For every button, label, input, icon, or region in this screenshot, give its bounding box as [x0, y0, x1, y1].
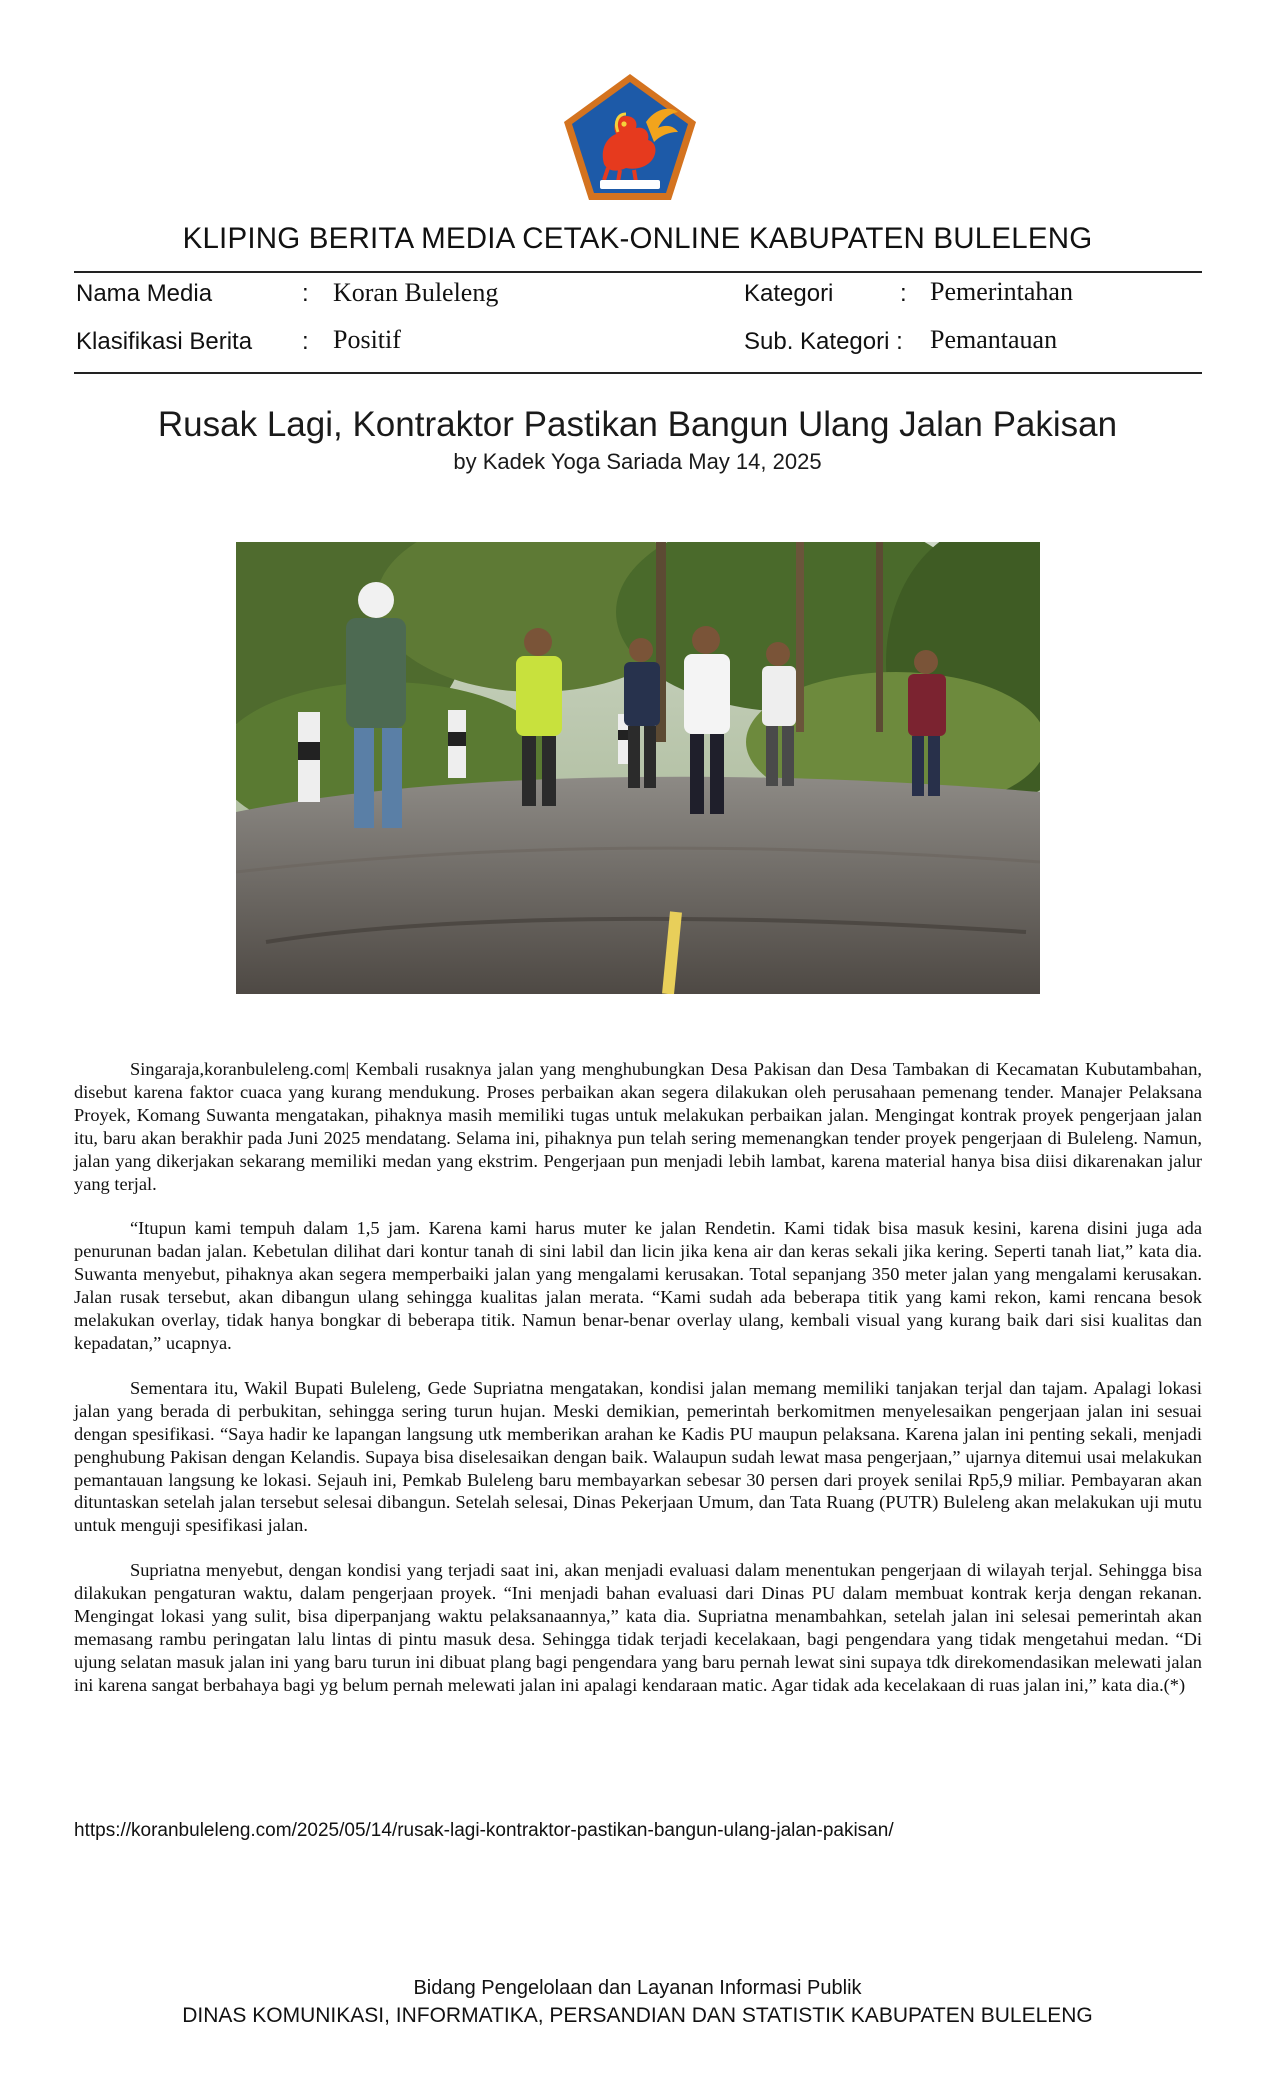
article-headline: Rusak Lagi, Kontraktor Pastikan Bangun Ulang Jalan Pakisan [157, 405, 1118, 444]
kategori-colon: : [900, 280, 907, 307]
subkategori-value: Pemantauan [930, 325, 1058, 354]
header-bottom-rule [74, 372, 1202, 374]
clipping-title: KLIPING BERITA MEDIA CETAK-ONLINE KABUPATEN BULELENG [182, 222, 1093, 255]
source-link[interactable]: https://koranbuleleng.com/2025/05/14/rusak-lagi-kontraktor-pastikan-bangun-ulang-jalan-pakisan/ [74, 1820, 894, 1841]
buleleng-singa-ambara-raja-emblem-icon [560, 72, 700, 204]
article-body [74, 1058, 1202, 1719]
kategori-label: Kategori [744, 280, 834, 307]
footer-department: Bidang Pengelolaan dan Layanan Informasi Publik [413, 1977, 862, 1999]
klasifikasi-value: Positif [333, 325, 401, 354]
klasifikasi-label: Klasifikasi Berita [76, 328, 253, 355]
media-label: Nama Media [76, 280, 213, 307]
article-byline: by Kadek Yoga Sariada May 14, 2025 [453, 449, 822, 474]
kategori-value: Pemerintahan [930, 277, 1073, 306]
article-photo [236, 542, 1040, 994]
buleleng-emblem-logo [560, 72, 700, 204]
media-value: Koran Buleleng [333, 278, 499, 307]
header-top-rule [74, 271, 1202, 273]
media-colon: : [302, 280, 309, 307]
article-paragraph: Sementara itu, Wakil Bupati Buleleng, Gede Supriatna mengatakan, kondisi jalan memang memiliki tanjakan terjal dan tajam. Apalagi lokasi jalan yang berada di perbukitan, sehingga sering turun hujan. Meski demikian, pemerintah berkomitmen menyelesaikan pengerjaan jalan ini sesuai dengan spesifikasi. “Saya hadir ke lapangan langsung utk memberikan arahan ke Kadis PU maupun pelaksana. Karena jalan ini penting sekali, menjadi penghubung Pakisan dengan Kelandis. Supaya bisa diselesaikan dengan baik. Walaupun sudah lewat masa pengerjaan,” ujarnya ditemui usai melakukan pemantauan langsung ke lokasi. Sejauh ini, Pemkab Buleleng baru membayarkan sebesar 30 persen dari proyek senilai Rp5,9 miliar. Pembayaran akan dituntaskan setelah jalan tersebut selesai dibangun. Setelah selesai, Dinas Pekerjaan Umum, dan Tata Ruang (PUTR) Buleleng akan melakukan uji mutu untuk menguji spesifikasi jalan. [74, 1377, 1202, 1536]
article-paragraph: Supriatna menyebut, dengan kondisi yang terjadi saat ini, akan menjadi evaluasi dalam menentukan pengerjaan di wilayah terjal. Sehingga bisa dilakukan pengaturan waktu, dalam pengerjaan proyek. “Ini menjadi bahan evaluasi dari Dinas PU dalam membuat kontrak kerja dengan rekanan. Mengingat lokasi yang sulit, bisa diperpanjang waktu pelaksanaannya,” kata dia. Supriatna menambahkan, setelah jalan ini selesai pemerintah akan memasang rambu peringatan lalu lintas di pintu masuk desa. Sehingga tidak terjadi kecelakaan, bagi pengendara yang tidak mengetahui medan. “Di ujung selatan masuk jalan ini yang baru turun ini dibuat plang bagi pengendara yang baru pernah lewat sini supaya tdk direkomendasikan melewati jalan ini karena sangat berbahaya bagi yg belum pernah melewati jalan ini apalagi kendaraan matic. Agar tidak ada kecelakaan di ruas jalan ini,” kata dia.(*) [74, 1560, 1202, 1695]
article-paragraph: Singaraja,koranbuleleng.com| Kembali rusaknya jalan yang menghubungkan Desa Pakisan dan Desa Tambakan di Kecamatan Kubutambahan, disebut karena faktor cuaca yang kurang mendukung. Proses perbaikan akan segera dilakukan oleh perusahaan pemenang tender. Manajer Pelaksana Proyek, Komang Suwanta mengatakan, pihaknya masih memiliki tugas untuk melakukan perbaikan jalan. Mengingat kontrak proyek pengerjaan jalan itu, baru akan berakhir pada Juni 2025 mendatang. Selama ini, pihaknya pun telah sering memenangkan tender proyek pengerjaan di Buleleng. Namun, jalan yang dikerjakan sekarang memiliki medan yang ekstrim. Pengerjaan pun menjadi lebih lambat, karena material hanya bisa diisi dikarenakan jalur yang terjal. [74, 1059, 1202, 1194]
subkategori-label: Sub. Kategori : [744, 328, 903, 355]
road-inspection-photo [236, 542, 1040, 994]
klasifikasi-colon: : [302, 328, 309, 355]
footer-agency: DINAS KOMUNIKASI, INFORMATIKA, PERSANDIAN DAN STATISTIK KABUPATEN BULELENG [182, 2004, 1093, 2027]
article-paragraph: “Itupun kami tempuh dalam 1,5 jam. Karena kami harus muter ke jalan Rendetin. Kami tidak bisa masuk kesini, karena disini juga ada penurunan badan jalan. Kebetulan dilihat dari kontur tanah di sini labil dan licin jika kena air dan keras sekali jika kering. Seperti tanah liat,” kata dia. Suwanta menyebut, pihaknya akan segera memperbaiki jalan yang mengalami kerusakan. Total sepanjang 350 meter jalan yang mengalami kerusakan. Jalan rusak tersebut, akan dibangun ulang sehingga kualitas jalan merata. “Kami sudah ada beberapa titik yang kami rekon, kami rencana besok melakukan overlay, tidak hanya bongkar di beberapa titik. Namun benar-benar overlay ulang, kembali visual yang kurang baik dari sisi kualitas dan kepadatan,” ucapnya. [74, 1218, 1202, 1353]
